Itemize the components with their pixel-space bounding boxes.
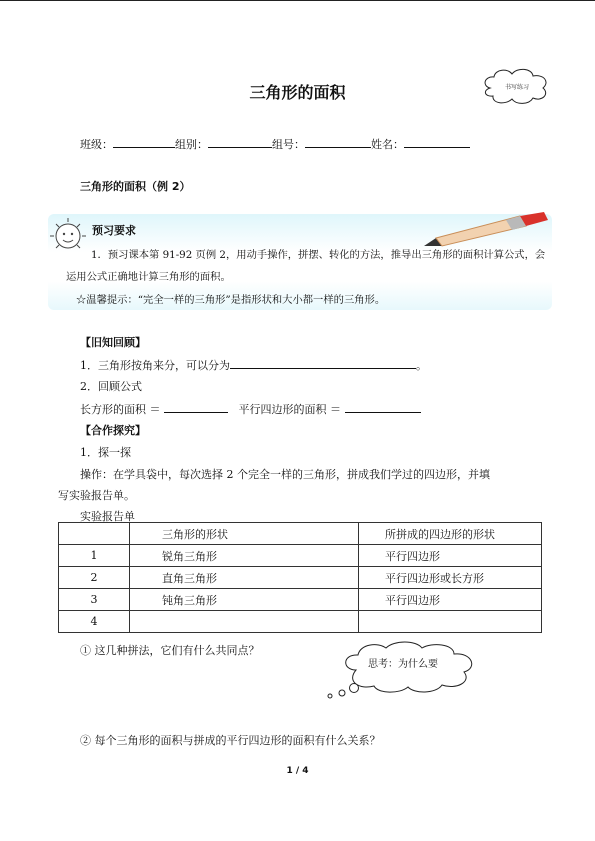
table-row (59, 611, 542, 633)
table-cell-index: 4 (59, 611, 130, 633)
group-no-label: 组号： (272, 138, 305, 151)
explore-step-1: 1．探一探 (80, 446, 131, 459)
table-row (59, 589, 542, 611)
table-cell-index: 3 (59, 589, 130, 611)
review-question-1 (80, 356, 427, 373)
table-cell-triangle: 锐角三角形 (130, 545, 359, 567)
experiment-report-table (58, 522, 542, 633)
rectangle-area-label: 长方形的面积 ＝ (80, 403, 161, 416)
formula-line (80, 400, 421, 417)
review-q1-blank[interactable] (230, 356, 416, 369)
parallelogram-area-blank[interactable] (345, 400, 421, 413)
explore-heading: 【合作探究】 (80, 424, 146, 437)
table-cell-quadrilateral: 平行四边形 (359, 589, 542, 611)
review-q1-text: 1．三角形按角来分，可以分为 (80, 359, 230, 372)
table-header-cell: 所拼成的四边形的形状 (359, 523, 542, 545)
group-label: 组别： (175, 138, 208, 151)
table-header-row (59, 523, 542, 545)
preview-heading: 预习要求 (92, 224, 136, 237)
review-heading: 【旧知回顾】 (80, 336, 146, 349)
table-cell-triangle[interactable] (130, 611, 359, 633)
table-cell-triangle: 钝角三角形 (130, 589, 359, 611)
report-label: 实验报告单 (80, 510, 135, 523)
review-q1-suffix: 。 (416, 359, 427, 372)
top-rule (0, 0, 595, 1)
table-cell-quadrilateral: 平行四边形或长方形 (359, 567, 542, 589)
parallelogram-area-label: 平行四边形的面积 ＝ (238, 403, 341, 416)
table-cell-triangle: 直角三角形 (130, 567, 359, 589)
table-cell-index: 1 (59, 545, 130, 567)
page-number: 1 / 4 (286, 766, 309, 776)
class-blank[interactable] (113, 135, 175, 148)
cloud-stamp-icon (480, 66, 554, 106)
table-cell-quadrilateral: 平行四边形 (359, 545, 542, 567)
rectangle-area-blank[interactable] (164, 400, 228, 413)
preview-tip: ☆温馨提示：“完全一样的三角形”是指形状和大小都一样的三角形。 (76, 294, 386, 306)
preview-line-2: 运用公式正确地计算三角形的面积。 (66, 271, 231, 283)
table-row (59, 545, 542, 567)
review-question-2: 2．回顾公式 (80, 380, 142, 393)
table-cell-index: 2 (59, 567, 130, 589)
operation-line-1: 操作：在学具袋中，每次选择 2 个完全一样的三角形，拼成我们学过的四边形，并填 (80, 468, 490, 481)
lesson-subtitle: 三角形的面积（例 2） (80, 180, 191, 193)
name-blank[interactable] (404, 135, 470, 148)
question-relation: ② 每个三角形的面积与拼成的平行四边形的面积有什么关系？ (80, 734, 381, 747)
student-info-line (80, 135, 470, 152)
class-label: 班级： (80, 138, 113, 151)
table-cell-quadrilateral[interactable] (359, 611, 542, 633)
table-row (59, 567, 542, 589)
thought-text: 思考：为什么要 (368, 659, 438, 670)
preview-line-1: 1．预习课本第 91-92 页例 2，用动手操作，拼摆、转化的方法，推导出三角形的面积计算公式，会 (91, 249, 546, 261)
question-common: ① 这几种拼法，它们有什么共同点？ (80, 644, 260, 657)
operation-line-2: 写实验报告单。 (58, 489, 135, 502)
table-header-cell: 三角形的形状 (130, 523, 359, 545)
table-header-cell (59, 523, 130, 545)
page-title: 三角形的面积 (249, 83, 346, 102)
cloud-stamp-text: 书写练习 (504, 84, 530, 91)
group-blank[interactable] (208, 135, 272, 148)
sun-doodle-icon (48, 212, 88, 256)
thought-cloud-icon (316, 640, 492, 700)
group-no-blank[interactable] (305, 135, 371, 148)
name-label: 姓名： (371, 138, 404, 151)
